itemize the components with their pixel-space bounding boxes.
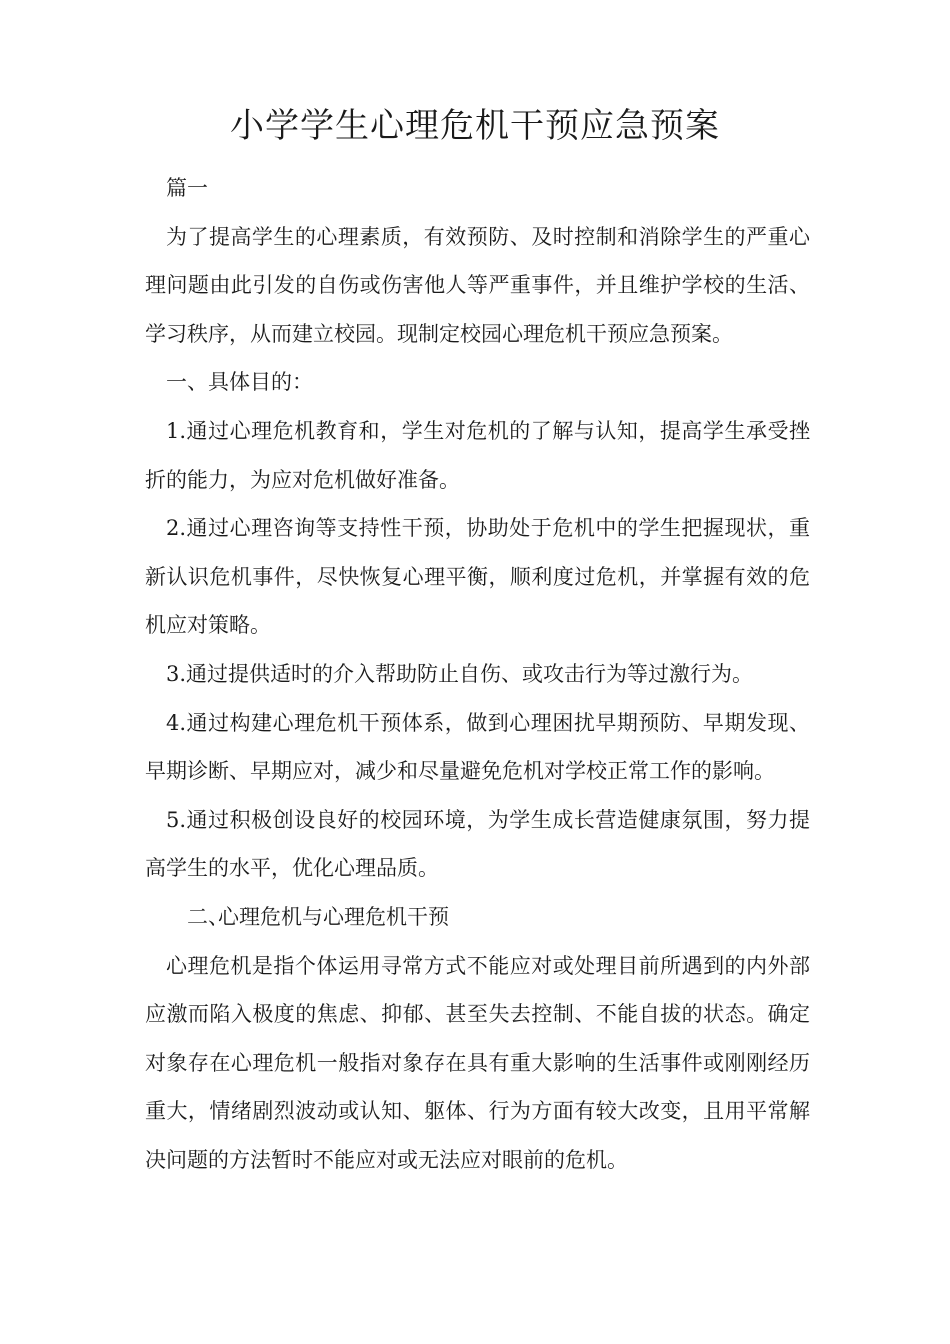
document-title: 小学学生心理危机干预应急预案 <box>230 106 720 146</box>
heading-crisis-definition <box>145 893 810 942</box>
heading-number: 二、 <box>187 904 229 929</box>
objective-item-4: 4.通过构建心理危机干预体系，做到心理困扰早期预防、早期发现、早期诊断、早期应对，减少和尽量避免危机对学校正常工作的影响。 <box>145 710 810 784</box>
intro-paragraph: 为了提高学生的心理素质，有效预防、及时控制和消除学生的严重心理问题由此引发的自伤或伤害他人等严重事件，并且维护学校的生活、学习秩序，从而建立校园。现制定校园心理危机干预应急预案。 <box>145 224 810 346</box>
heading-objectives: 一、具体目的： <box>166 370 313 395</box>
section-label: 篇一 <box>166 176 208 200</box>
objective-item-5: 5.通过积极创设良好的校园环境，为学生成长营造健康氛围，努力提高学生的水平，优化心理品质。 <box>145 807 810 881</box>
heading-text: 心理危机与心理危机干预 <box>218 904 449 929</box>
objective-item-1: 1.通过心理危机教育和，学生对危机的了解与认知，提高学生承受挫折的能力，为应对危机做好准备。 <box>145 418 810 492</box>
objective-item-3: 3.通过提供适时的介入帮助防止自伤、或攻击行为等过激行为。 <box>166 661 754 686</box>
definition-paragraph: 心理危机是指个体运用寻常方式不能应对或处理目前所遇到的内外部应激而陷入极度的焦虑、抑郁、甚至失去控制、不能自拔的状态。确定对象存在心理危机一般指对象存在具有重大影响的生活事件或刚刚经历重大，情绪剧烈波动或认知、躯体、行为方面有较大改变，且用平常解决问题的方法暂时不能应对或无法应对眼前的危机。 <box>145 953 810 1172</box>
document-body <box>145 164 810 1184</box>
objective-item-2: 2.通过心理咨询等支持性干预，协助处于危机中的学生把握现状，重新认识危机事件，尽快恢复心理平衡，顺利度过危机，并掌握有效的危机应对策略。 <box>145 516 810 638</box>
